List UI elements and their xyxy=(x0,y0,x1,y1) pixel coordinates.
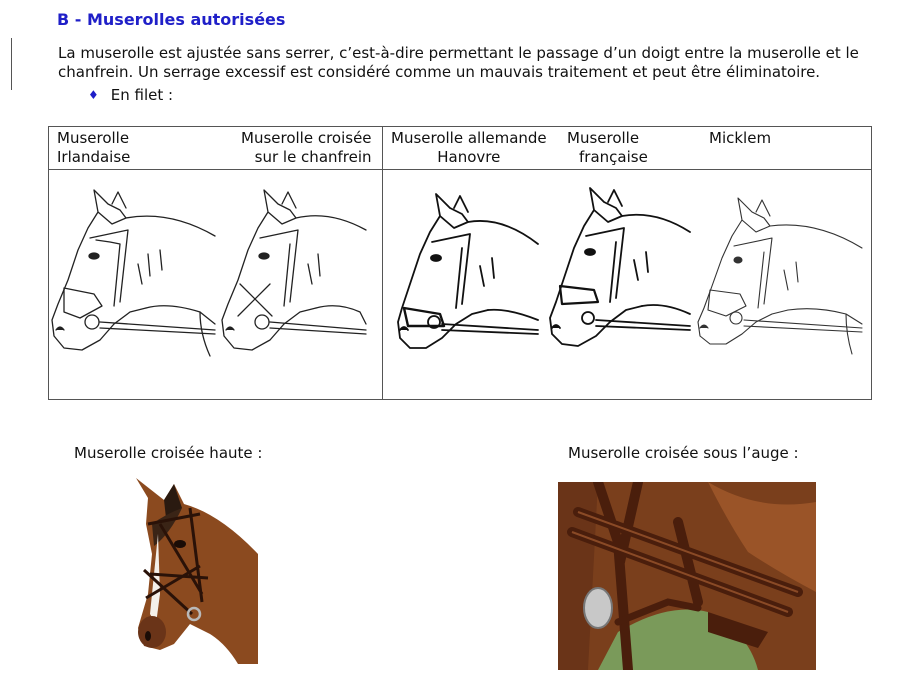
intro-paragraph: La muserolle est ajustée sans serrer, c’est-à-dire permettant le passage d’un doigt entre la muserolle et le chanfrein. Un serrage excessif est considéré comme un mauvais traitement et peut être éliminatoire. xyxy=(58,44,859,81)
column-header-croisee-chanfrein: Muserolle croisée sur le chanfrein xyxy=(241,129,372,166)
margin-change-bar xyxy=(11,38,12,90)
column-header-allemande-hanovre: Muserolle allemande Hanovre xyxy=(391,129,547,166)
section-heading: B - Muserolles autorisées xyxy=(57,10,286,29)
photo-horse-high-crossed-noseband xyxy=(130,474,260,664)
column-header-francaise: Muserolle française xyxy=(567,129,648,166)
diamond-bullet-icon: ♦ xyxy=(88,88,99,102)
bullet-label: En filet : xyxy=(110,86,174,104)
column-header-irlandaise: Muserolle Irlandaise xyxy=(57,129,131,166)
french-noseband-sketch xyxy=(548,182,694,358)
micklem-noseband-sketch xyxy=(696,194,866,358)
crossed-noseband-sketch xyxy=(220,184,370,366)
caption-croisee-haute: Muserolle croisée haute : xyxy=(74,444,263,462)
photo-horse-crossed-noseband-under-jaw xyxy=(558,482,816,670)
caption-croisee-sous-auge: Muserolle croisée sous l’auge : xyxy=(568,444,799,462)
hanover-noseband-sketch xyxy=(396,190,542,360)
column-header-micklem: Micklem xyxy=(709,129,772,147)
table-divider-horizontal xyxy=(49,169,871,170)
bullet-item xyxy=(88,86,173,104)
table-divider-vertical xyxy=(382,127,383,399)
irish-noseband-sketch xyxy=(50,184,220,366)
